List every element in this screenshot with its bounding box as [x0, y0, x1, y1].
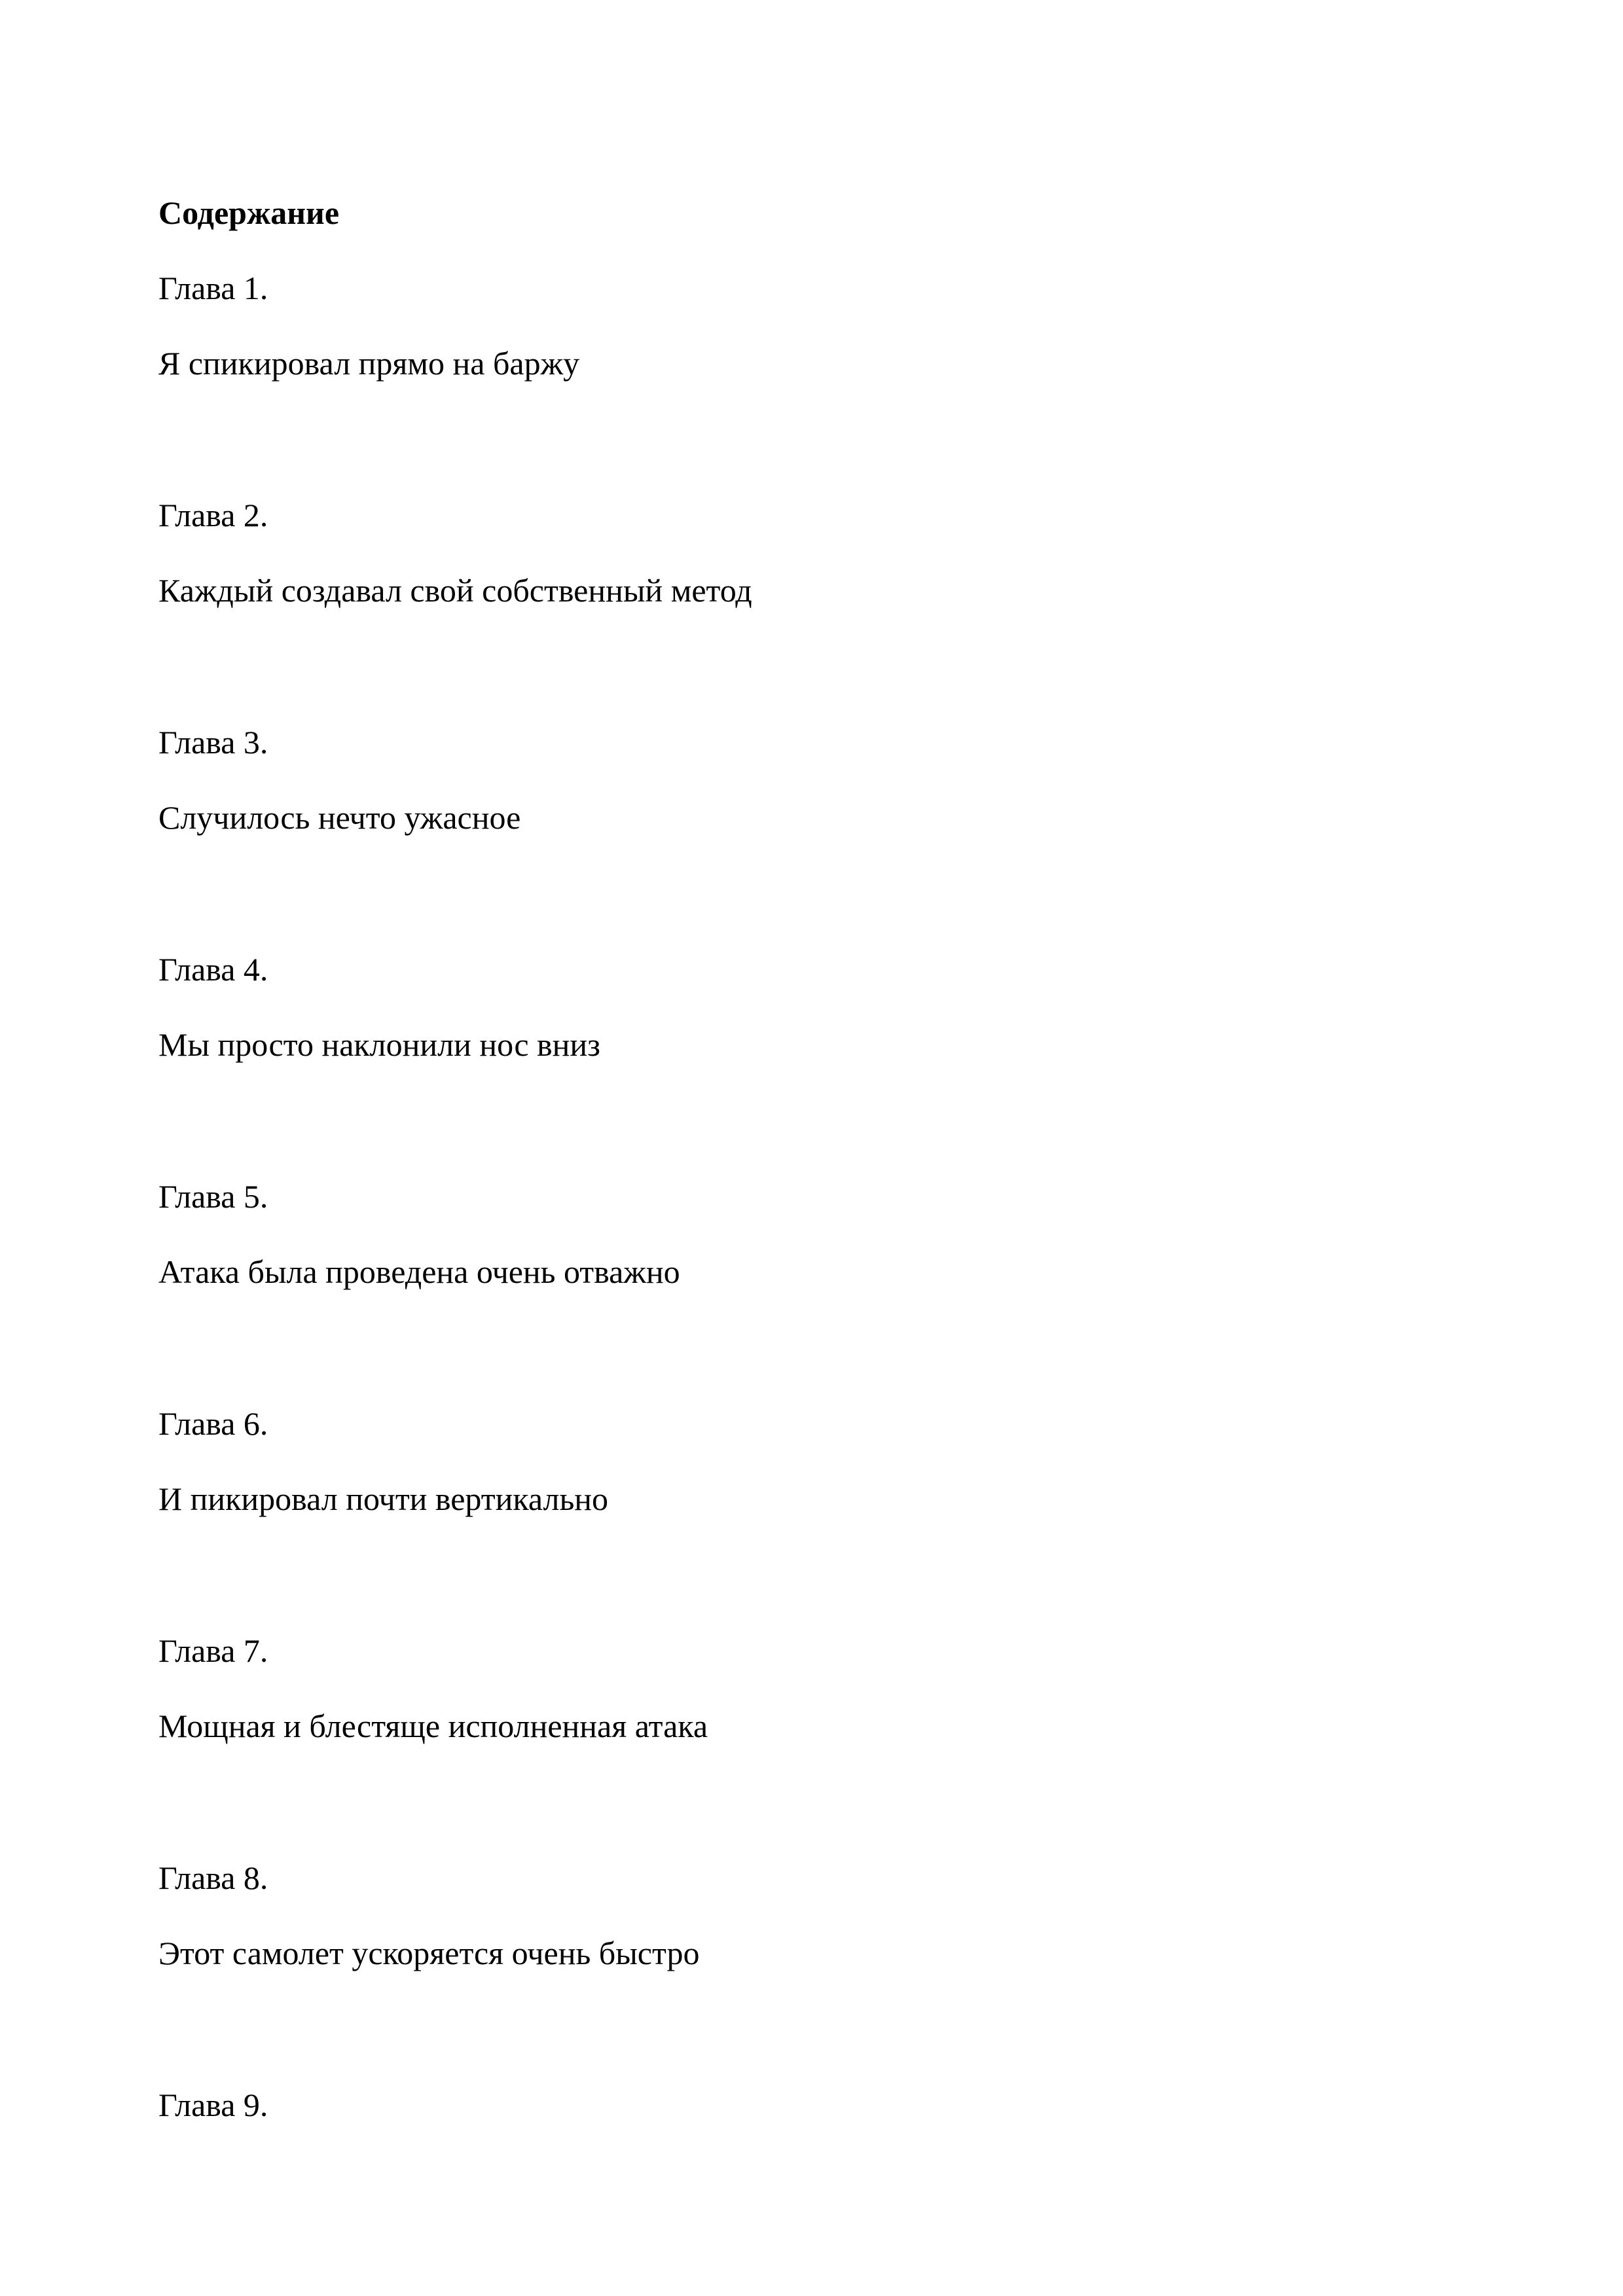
- chapter-3-title: Случилось нечто ужасное: [158, 799, 521, 836]
- chapter-3-label: Глава 3.: [158, 724, 268, 761]
- chapter-4-label: Глава 4.: [158, 951, 268, 988]
- chapter-5-title: Атака была проведена очень отважно: [158, 1253, 680, 1290]
- chapter-4-title: Мы просто наклонили нос вниз: [158, 1026, 600, 1063]
- chapter-6-title: И пикировал почти вертикально: [158, 1480, 609, 1517]
- chapter-1-title: Я спикировал прямо на баржу: [158, 345, 580, 382]
- chapter-8-label: Глава 8.: [158, 1859, 268, 1896]
- chapter-2-label: Глава 2.: [158, 497, 268, 533]
- chapter-7-title: Мощная и блестяще исполненная атака: [158, 1708, 708, 1744]
- chapter-7-label: Глава 7.: [158, 1632, 268, 1669]
- chapter-5-label: Глава 5.: [158, 1178, 268, 1215]
- chapter-9-label: Глава 9.: [158, 2087, 268, 2123]
- toc-title: Содержание: [158, 194, 340, 231]
- chapter-6-label: Глава 6.: [158, 1405, 268, 1442]
- chapter-8-title: Этот самолет ускоряется очень быстро: [158, 1935, 700, 1971]
- chapter-2-title: Каждый создавал свой собственный метод: [158, 572, 752, 609]
- chapter-1-label: Глава 1.: [158, 270, 268, 306]
